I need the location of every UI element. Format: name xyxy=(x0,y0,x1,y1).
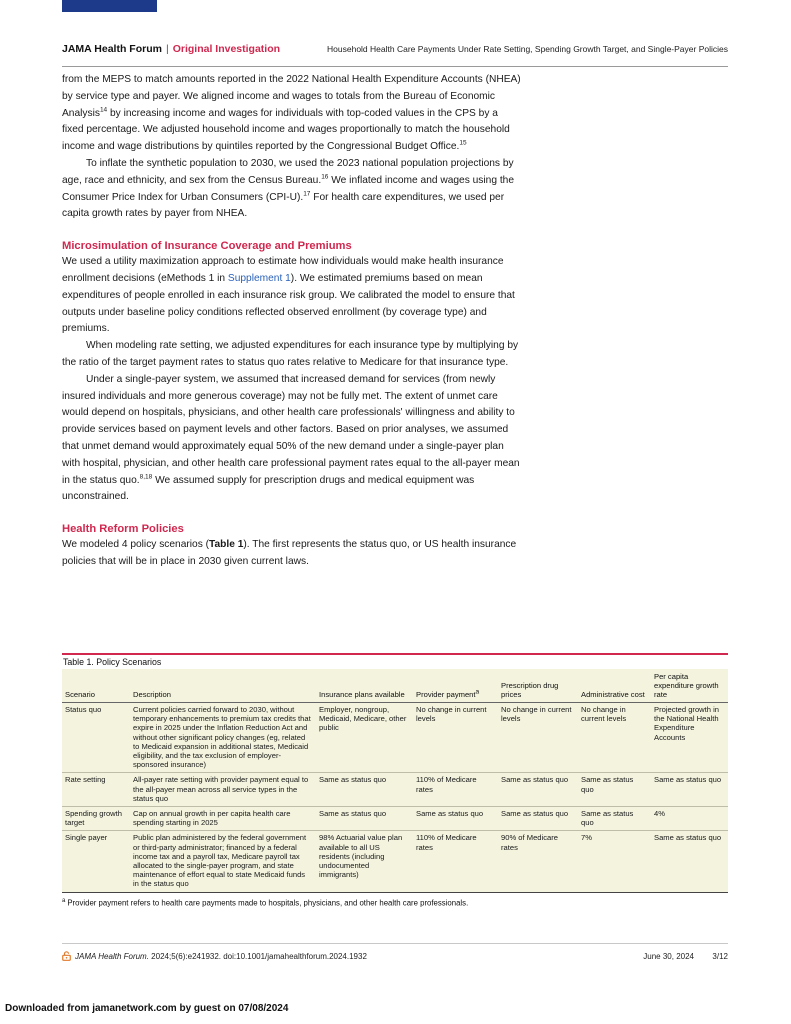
section-heading-health-reform: Health Reform Policies xyxy=(62,523,184,536)
column-header-administrative-cost: Administrative cost xyxy=(578,669,651,703)
page-header xyxy=(62,43,728,67)
table-cell: Same as status quo xyxy=(578,807,651,831)
table-cell: Same as status quo xyxy=(578,773,651,807)
column-header-prescription-drug-prices: Prescription drug prices xyxy=(498,669,578,703)
table-cell: 90% of Medicare rates xyxy=(498,831,578,892)
table-cell: No change in current levels xyxy=(413,703,498,773)
citation xyxy=(75,952,367,961)
table-footnote: $^a$ Provider payment refers to health care payments made to hospitals, physicians, and other health care professionals. xyxy=(62,897,469,908)
download-notice: Downloaded from jamanetwork.com by guest on 07/08/2024 xyxy=(5,1003,289,1014)
table-cell: Employer, nongroup, Medicaid, Medicare, other public xyxy=(316,703,413,773)
journal-section-label xyxy=(62,43,280,55)
table-cell: Public plan administered by the federal government or third-party administrator; financed by a federal income tax and a payroll tax, Medicare payroll tax allocated to the single-payer program, and state maintenance of effort equal to state Medicaid funds in the status quo xyxy=(130,831,316,892)
table-cell: 98% Actuarial value plan available to all US residents (including undocumented immigrants) xyxy=(316,831,413,892)
footer-journal: JAMA Health Forum. xyxy=(75,952,149,961)
table-cell: Same as status quo xyxy=(498,807,578,831)
open-access-lock-icon xyxy=(62,951,71,961)
paragraph-rate-setting: When modeling rate setting, we adjusted expenditures for each insurance type by multiplying by the ratio of the target payment rates to status quo rates relative to Medicare for that insurance type. xyxy=(62,340,519,368)
table-header-row xyxy=(62,669,728,703)
column-header-scenario: Scenario xyxy=(62,669,130,703)
table-cell: 110% of Medicare rates xyxy=(413,773,498,807)
table-row xyxy=(62,807,728,831)
column-header-growth-rate: Per capita expenditure growth rate xyxy=(651,669,728,703)
paragraph-utility-maximization: We used a utility maximization approach to estimate how individuals would make health insurance enrollment decisions (eMethods 1 in Supplement 1). We estimated premiums based on mean expenditures of people enrolled in each insurance risk group. We calibrated the model to ensure that outputs under baseline policy conditions reflected observed enrollment (by coverage type) and premiums. xyxy=(62,256,515,335)
table-cell: Same as status quo xyxy=(651,831,728,892)
section-heading-microsimulation: Microsimulation of Insurance Coverage and Premiums xyxy=(62,240,352,253)
footnote-marker: a xyxy=(475,688,480,696)
policy-scenarios-table xyxy=(62,653,728,909)
table-cell: Same as status quo xyxy=(316,807,413,831)
table-cell: Same as status quo xyxy=(413,807,498,831)
page-footer xyxy=(62,943,728,967)
table-cell: 7% xyxy=(578,831,651,892)
top-color-bar xyxy=(62,0,157,12)
reference-17[interactable]: 17 xyxy=(303,190,311,198)
table-cell: No change in current levels xyxy=(578,703,651,773)
paragraph-meps-alignment: from the MEPS to match amounts reported in the 2022 National Health Expenditure Accounts (NHEA) by service type and payer. We aligned income and wages to totals from the Bureau of Economic Analysis$^{14}$ by increasing income and wages for individuals with top-coded values in the CPS by a fixed percentage. We adjusted household income and wages proportionally to match the household income and wage distributions by quintiles reported by the Congressional Budget Office.$^{15}$ xyxy=(62,74,521,153)
table-cell: Current policies carried forward to 2030, without temporary enhancements to premium tax credits that expire in 2025 under the Inflation Reduction Act and without other significant policy changes (eg, related to Medicaid expansion in additional states, Medicaid eligibility, and the tax exclusion of employer-sponsored insurance) xyxy=(130,703,316,773)
header-separator: | xyxy=(165,43,169,55)
reference-8-18[interactable]: 8,18 xyxy=(139,473,153,481)
table-cell: 4% xyxy=(651,807,728,831)
table-1-reference[interactable]: Table 1 xyxy=(209,539,244,551)
table-cell: Status quo xyxy=(62,703,130,773)
footer-doi[interactable]: 2024;5(6):e241932. doi:10.1001/jamahealthforum.2024.1932 xyxy=(148,952,367,961)
table-cell: 110% of Medicare rates xyxy=(413,831,498,892)
paragraph-policy-scenarios: We modeled 4 policy scenarios (Table 1). The first represents the status quo, or US health insurance policies that will be in place in 2030 given current laws. xyxy=(62,539,517,567)
page-number: 3/12 xyxy=(712,952,728,961)
running-title: Household Health Care Payments Under Rate Setting, Spending Growth Target, and Single-Payer Policies xyxy=(327,44,728,54)
article-body xyxy=(62,72,522,571)
table-cell: Single payer xyxy=(62,831,130,892)
article-section: Original Investigation xyxy=(172,43,281,55)
table-cell: Cap on annual growth in per capita health care spending starting in 2025 xyxy=(130,807,316,831)
table-cell: No change in current levels xyxy=(498,703,578,773)
paragraph-inflation: To inflate the synthetic population to 2030, we used the 2023 national population projections by age, race and ethnicity, and sex from the Census Bureau.$^{16}$ We inflated income and wages using the Consumer Price Index for Urban Consumers (CPI-U).$^{17}$ For health care expenditures, we used per capita growth rates by payer from NHEA. xyxy=(62,157,514,220)
footnote-marker: a xyxy=(62,897,66,904)
table-cell: Same as status quo xyxy=(498,773,578,807)
table-cell: Rate setting xyxy=(62,773,130,807)
table-cell: All-payer rate setting with provider payment equal to the all-payer mean across all service types in the status quo xyxy=(130,773,316,807)
supplement-link[interactable]: Supplement 1 xyxy=(227,272,291,284)
table-cell: Spending growth target xyxy=(62,807,130,831)
journal-name: JAMA Health Forum xyxy=(62,43,162,55)
table-row xyxy=(62,703,728,773)
reference-14[interactable]: 14 xyxy=(99,106,108,114)
column-header-provider-payment: Provider payment$^a$ xyxy=(413,669,498,703)
scenarios-table xyxy=(62,669,728,893)
table-title: Table 1. Policy Scenarios xyxy=(63,657,162,667)
reference-15[interactable]: 15 xyxy=(459,139,467,147)
reference-16[interactable]: 16 xyxy=(321,173,329,181)
table-cell: Projected growth in the National Health Expenditure Accounts xyxy=(651,703,728,773)
table-row xyxy=(62,831,728,892)
paragraph-single-payer: Under a single-payer system, we assumed that increased demand for services (from newly insured individuals and more generous coverage) may not be fully met. The extent of unmet care would depend on hospitals, physicians, and other health care professionals' willingness and ability to provide services based on payment levels and other factors. Based on prior analyses, we assumed that unmet demand would approximately equal 50% of the new demand under a single-payer plan with hospital, physician, and other health care professional payment rates equal to the all-payer mean in the status quo.$^{8,18}$ We assumed supply for prescription drugs and medical equipment was unconstrained. xyxy=(62,373,520,503)
column-header-insurance-plans: Insurance plans available xyxy=(316,669,413,703)
table-row xyxy=(62,773,728,807)
column-header-description: Description xyxy=(130,669,316,703)
table-cell: Same as status quo xyxy=(651,773,728,807)
publication-date: June 30, 2024 xyxy=(643,952,694,961)
table-cell: Same as status quo xyxy=(316,773,413,807)
